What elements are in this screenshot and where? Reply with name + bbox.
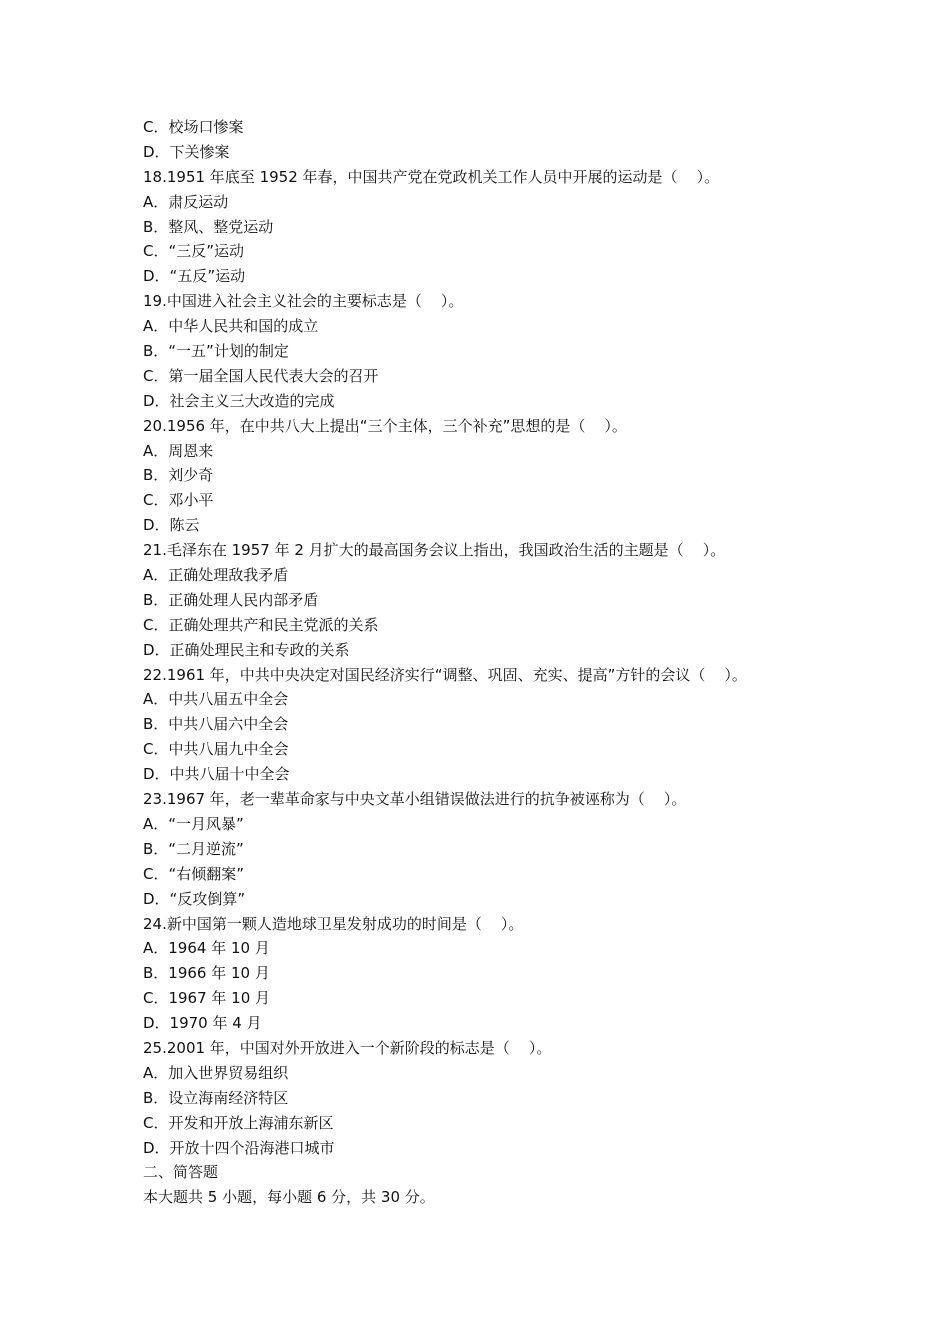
section-instruction: 本大题共 5 小题，每小题 6 分，共 30 分。 (143, 1188, 435, 1207)
option-line: B．刘少奇 (143, 466, 214, 485)
option-line: C．“三反”运动 (143, 242, 245, 261)
option-line: B．1966 年 10 月 (143, 964, 270, 983)
option-line: D．社会主义三大改造的完成 (143, 391, 335, 410)
option-line: D．陈云 (143, 516, 200, 535)
question-line: 23.1967 年，老一辈革命家与中央文革小组错误做法进行的抗争被诬称为（ ）。 (143, 790, 687, 809)
section-heading: 二、简答题 (143, 1163, 219, 1182)
option-line: A．加入世界贸易组织 (143, 1063, 289, 1082)
option-line: D．下关惨案 (143, 142, 230, 161)
option-line: B．设立海南经济特区 (143, 1088, 289, 1107)
option-line: D．“反攻倒算” (143, 889, 246, 908)
option-line: D．中共八届十中全会 (143, 765, 290, 784)
option-line: A．1964 年 10 月 (143, 939, 270, 958)
option-line: C．正确处理共产和民主党派的关系 (143, 615, 379, 634)
option-line: D．开放十四个沿海港口城市 (143, 1138, 335, 1157)
option-line: B．“二月逆流” (143, 839, 244, 858)
option-line: A．正确处理敌我矛盾 (143, 566, 289, 585)
option-line: A．“一月风暴” (143, 814, 244, 833)
option-line: A．中华人民共和国的成立 (143, 317, 319, 336)
option-line: C．1967 年 10 月 (143, 989, 271, 1008)
option-line: D．“五反”运动 (143, 267, 246, 286)
question-line: 25.2001 年，中国对外开放进入一个新阶段的标志是（ ）。 (143, 1038, 552, 1057)
document-body (143, 115, 843, 1210)
question-line: 22.1961 年，中共中央决定对国民经济实行“调整、巩固、充实、提高”方针的会议（ ）。 (143, 665, 747, 684)
option-line: B．整风、整党运动 (143, 217, 274, 236)
option-line: A．中共八届五中全会 (143, 690, 289, 709)
question-line: 19.中国进入社会主义社会的主要标志是（ ）。 (143, 292, 464, 311)
option-line: D．正确处理民主和专政的关系 (143, 640, 350, 659)
question-line: 18.1951 年底至 1952 年春，中国共产党在党政机关工作人员中开展的运动是（ ）。 (143, 167, 720, 186)
option-line: C．校场口惨案 (143, 118, 244, 136)
option-line: A．周恩来 (143, 441, 214, 460)
option-line: B．正确处理人民内部矛盾 (143, 590, 319, 609)
option-line: C．邓小平 (143, 491, 214, 510)
option-line: C．第一届全国人民代表大会的召开 (143, 366, 379, 385)
option-line: B．“一五”计划的制定 (143, 342, 289, 361)
option-line: D．1970 年 4 月 (143, 1014, 262, 1033)
option-line: C．开发和开放上海浦东新区 (143, 1113, 334, 1132)
option-line: A．肃反运动 (143, 192, 229, 211)
option-line: C．“右倾翻案” (143, 864, 245, 883)
option-line: C．中共八届九中全会 (143, 740, 289, 759)
option-line: B．中共八届六中全会 (143, 715, 289, 734)
question-line: 24.新中国第一颗人造地球卫星发射成功的时间是（ ）。 (143, 914, 524, 933)
question-line: 21.毛泽东在 1957 年 2 月扩大的最高国务会议上指出，我国政治生活的主题是（ ）。 (143, 541, 726, 560)
question-line: 20.1956 年，在中共八大上提出“三个主体，三个补充”思想的是（ ）。 (143, 416, 627, 435)
